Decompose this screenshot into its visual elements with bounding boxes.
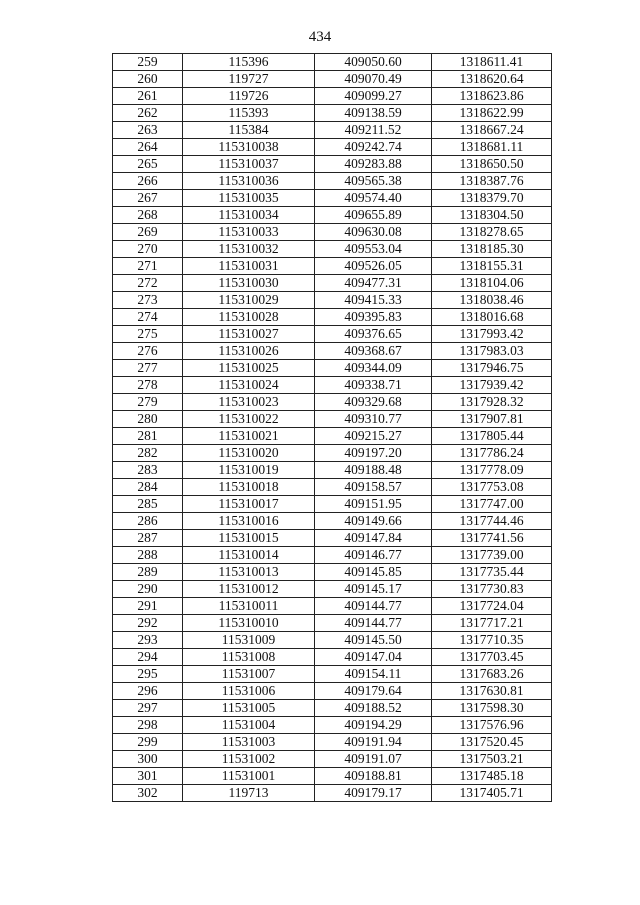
table-row (113, 156, 552, 173)
table-row (113, 309, 552, 326)
point-id-cell: 115310033 (183, 224, 315, 241)
table-row (113, 666, 552, 683)
point-id-cell: 115310019 (183, 462, 315, 479)
point-id-cell: 115393 (183, 105, 315, 122)
table-row (113, 377, 552, 394)
row-index-cell: 283 (113, 462, 183, 479)
y-coordinate-cell: 1318185.30 (432, 241, 552, 258)
row-index-cell: 297 (113, 700, 183, 717)
x-coordinate-cell: 409145.50 (315, 632, 432, 649)
x-coordinate-cell: 409050.60 (315, 54, 432, 71)
point-id-cell: 11531002 (183, 751, 315, 768)
row-index-cell: 266 (113, 173, 183, 190)
y-coordinate-cell: 1318620.64 (432, 71, 552, 88)
row-index-cell: 264 (113, 139, 183, 156)
point-id-cell: 115310020 (183, 445, 315, 462)
x-coordinate-cell: 409215.27 (315, 428, 432, 445)
table-row (113, 445, 552, 462)
table-row (113, 649, 552, 666)
y-coordinate-cell: 1318155.31 (432, 258, 552, 275)
y-coordinate-cell: 1318622.99 (432, 105, 552, 122)
point-id-cell: 115310023 (183, 394, 315, 411)
point-id-cell: 115310036 (183, 173, 315, 190)
point-id-cell: 115310034 (183, 207, 315, 224)
x-coordinate-cell: 409188.48 (315, 462, 432, 479)
y-coordinate-cell: 1317739.00 (432, 547, 552, 564)
x-coordinate-cell: 409194.29 (315, 717, 432, 734)
point-id-cell: 11531003 (183, 734, 315, 751)
point-id-cell: 119727 (183, 71, 315, 88)
table-row (113, 292, 552, 309)
table-row (113, 360, 552, 377)
table-row (113, 105, 552, 122)
row-index-cell: 272 (113, 275, 183, 292)
x-coordinate-cell: 409211.52 (315, 122, 432, 139)
table-row (113, 751, 552, 768)
table-row (113, 700, 552, 717)
row-index-cell: 268 (113, 207, 183, 224)
point-id-cell: 11531006 (183, 683, 315, 700)
table-row (113, 190, 552, 207)
point-id-cell: 115310012 (183, 581, 315, 598)
x-coordinate-cell: 409179.17 (315, 785, 432, 802)
x-coordinate-cell: 409415.33 (315, 292, 432, 309)
x-coordinate-cell: 409344.09 (315, 360, 432, 377)
table-row (113, 54, 552, 71)
table-row (113, 615, 552, 632)
table-row (113, 173, 552, 190)
y-coordinate-cell: 1317741.56 (432, 530, 552, 547)
point-id-cell: 11531007 (183, 666, 315, 683)
row-index-cell: 296 (113, 683, 183, 700)
x-coordinate-cell: 409151.95 (315, 496, 432, 513)
y-coordinate-cell: 1317710.35 (432, 632, 552, 649)
y-coordinate-cell: 1318667.24 (432, 122, 552, 139)
y-coordinate-cell: 1318623.86 (432, 88, 552, 105)
point-id-cell: 115384 (183, 122, 315, 139)
x-coordinate-cell: 409145.17 (315, 581, 432, 598)
x-coordinate-cell: 409188.52 (315, 700, 432, 717)
table-row (113, 88, 552, 105)
row-index-cell: 259 (113, 54, 183, 71)
point-id-cell: 115310025 (183, 360, 315, 377)
point-id-cell: 115310030 (183, 275, 315, 292)
y-coordinate-cell: 1317907.81 (432, 411, 552, 428)
y-coordinate-cell: 1317735.44 (432, 564, 552, 581)
y-coordinate-cell: 1317485.18 (432, 768, 552, 785)
y-coordinate-cell: 1318387.76 (432, 173, 552, 190)
table-row (113, 207, 552, 224)
y-coordinate-cell: 1318016.68 (432, 309, 552, 326)
row-index-cell: 301 (113, 768, 183, 785)
row-index-cell: 265 (113, 156, 183, 173)
y-coordinate-cell: 1317598.30 (432, 700, 552, 717)
y-coordinate-cell: 1317928.32 (432, 394, 552, 411)
x-coordinate-cell: 409147.84 (315, 530, 432, 547)
x-coordinate-cell: 409144.77 (315, 615, 432, 632)
row-index-cell: 299 (113, 734, 183, 751)
point-id-cell: 115310028 (183, 309, 315, 326)
y-coordinate-cell: 1318278.65 (432, 224, 552, 241)
y-coordinate-cell: 1317983.03 (432, 343, 552, 360)
x-coordinate-cell: 409158.57 (315, 479, 432, 496)
row-index-cell: 263 (113, 122, 183, 139)
row-index-cell: 290 (113, 581, 183, 598)
row-index-cell: 260 (113, 71, 183, 88)
point-id-cell: 115310016 (183, 513, 315, 530)
table-row (113, 530, 552, 547)
x-coordinate-cell: 409188.81 (315, 768, 432, 785)
x-coordinate-cell: 409144.77 (315, 598, 432, 615)
x-coordinate-cell: 409283.88 (315, 156, 432, 173)
row-index-cell: 281 (113, 428, 183, 445)
y-coordinate-cell: 1318681.11 (432, 139, 552, 156)
x-coordinate-cell: 409138.59 (315, 105, 432, 122)
y-coordinate-cell: 1317786.24 (432, 445, 552, 462)
row-index-cell: 280 (113, 411, 183, 428)
table-row (113, 768, 552, 785)
table-row (113, 428, 552, 445)
y-coordinate-cell: 1317753.08 (432, 479, 552, 496)
row-index-cell: 285 (113, 496, 183, 513)
x-coordinate-cell: 409368.67 (315, 343, 432, 360)
table-row (113, 598, 552, 615)
table-row (113, 343, 552, 360)
x-coordinate-cell: 409099.27 (315, 88, 432, 105)
point-id-cell: 115310013 (183, 564, 315, 581)
row-index-cell: 289 (113, 564, 183, 581)
y-coordinate-cell: 1318038.46 (432, 292, 552, 309)
x-coordinate-cell: 409146.77 (315, 547, 432, 564)
x-coordinate-cell: 409630.08 (315, 224, 432, 241)
y-coordinate-cell: 1318650.50 (432, 156, 552, 173)
point-id-cell: 115310010 (183, 615, 315, 632)
y-coordinate-cell: 1317630.81 (432, 683, 552, 700)
table-row (113, 564, 552, 581)
x-coordinate-cell: 409242.74 (315, 139, 432, 156)
point-id-cell: 115310015 (183, 530, 315, 547)
x-coordinate-cell: 409553.04 (315, 241, 432, 258)
row-index-cell: 275 (113, 326, 183, 343)
y-coordinate-cell: 1317405.71 (432, 785, 552, 802)
page-number: 434 (308, 29, 332, 45)
y-coordinate-cell: 1317703.45 (432, 649, 552, 666)
y-coordinate-cell: 1318104.06 (432, 275, 552, 292)
y-coordinate-cell: 1317744.46 (432, 513, 552, 530)
x-coordinate-cell: 409145.85 (315, 564, 432, 581)
row-index-cell: 294 (113, 649, 183, 666)
x-coordinate-cell: 409574.40 (315, 190, 432, 207)
point-id-cell: 11531008 (183, 649, 315, 666)
row-index-cell: 276 (113, 343, 183, 360)
row-index-cell: 300 (113, 751, 183, 768)
point-id-cell: 115396 (183, 54, 315, 71)
point-id-cell: 11531001 (183, 768, 315, 785)
table-row (113, 258, 552, 275)
row-index-cell: 270 (113, 241, 183, 258)
table-row (113, 632, 552, 649)
row-index-cell: 277 (113, 360, 183, 377)
table-row (113, 394, 552, 411)
y-coordinate-cell: 1317730.83 (432, 581, 552, 598)
point-id-cell: 115310031 (183, 258, 315, 275)
point-id-cell: 115310018 (183, 479, 315, 496)
y-coordinate-cell: 1317993.42 (432, 326, 552, 343)
row-index-cell: 284 (113, 479, 183, 496)
x-coordinate-cell: 409154.11 (315, 666, 432, 683)
table-row (113, 734, 552, 751)
y-coordinate-cell: 1318304.50 (432, 207, 552, 224)
y-coordinate-cell: 1317939.42 (432, 377, 552, 394)
row-index-cell: 295 (113, 666, 183, 683)
row-index-cell: 271 (113, 258, 183, 275)
point-id-cell: 115310014 (183, 547, 315, 564)
y-coordinate-cell: 1317717.21 (432, 615, 552, 632)
table-row (113, 479, 552, 496)
table-row (113, 496, 552, 513)
point-id-cell: 115310027 (183, 326, 315, 343)
row-index-cell: 286 (113, 513, 183, 530)
row-index-cell: 269 (113, 224, 183, 241)
y-coordinate-cell: 1317520.45 (432, 734, 552, 751)
x-coordinate-cell: 409191.07 (315, 751, 432, 768)
table-body (113, 54, 552, 802)
table-row (113, 717, 552, 734)
row-index-cell: 298 (113, 717, 183, 734)
y-coordinate-cell: 1317946.75 (432, 360, 552, 377)
x-coordinate-cell: 409565.38 (315, 173, 432, 190)
table-row (113, 326, 552, 343)
point-id-cell: 115310037 (183, 156, 315, 173)
x-coordinate-cell: 409329.68 (315, 394, 432, 411)
x-coordinate-cell: 409655.89 (315, 207, 432, 224)
point-id-cell: 11531004 (183, 717, 315, 734)
point-id-cell: 119726 (183, 88, 315, 105)
row-index-cell: 288 (113, 547, 183, 564)
point-id-cell: 115310017 (183, 496, 315, 513)
row-index-cell: 278 (113, 377, 183, 394)
row-index-cell: 261 (113, 88, 183, 105)
y-coordinate-cell: 1317683.26 (432, 666, 552, 683)
x-coordinate-cell: 409310.77 (315, 411, 432, 428)
point-id-cell: 115310021 (183, 428, 315, 445)
row-index-cell: 273 (113, 292, 183, 309)
point-id-cell: 115310026 (183, 343, 315, 360)
point-id-cell: 115310024 (183, 377, 315, 394)
x-coordinate-cell: 409197.20 (315, 445, 432, 462)
row-index-cell: 279 (113, 394, 183, 411)
row-index-cell: 262 (113, 105, 183, 122)
y-coordinate-cell: 1317576.96 (432, 717, 552, 734)
point-id-cell: 115310035 (183, 190, 315, 207)
point-id-cell: 115310032 (183, 241, 315, 258)
point-id-cell: 115310038 (183, 139, 315, 156)
x-coordinate-cell: 409376.65 (315, 326, 432, 343)
point-id-cell: 119713 (183, 785, 315, 802)
x-coordinate-cell: 409395.83 (315, 309, 432, 326)
table-row (113, 224, 552, 241)
table-row (113, 547, 552, 564)
table-row (113, 462, 552, 479)
row-index-cell: 287 (113, 530, 183, 547)
point-id-cell: 11531005 (183, 700, 315, 717)
y-coordinate-cell: 1317724.04 (432, 598, 552, 615)
x-coordinate-cell: 409179.64 (315, 683, 432, 700)
table-row (113, 122, 552, 139)
point-id-cell: 11531009 (183, 632, 315, 649)
x-coordinate-cell: 409477.31 (315, 275, 432, 292)
table-row (113, 785, 552, 802)
y-coordinate-cell: 1317747.00 (432, 496, 552, 513)
x-coordinate-cell: 409526.05 (315, 258, 432, 275)
y-coordinate-cell: 1317805.44 (432, 428, 552, 445)
table-row (113, 683, 552, 700)
table-row (113, 71, 552, 88)
x-coordinate-cell: 409070.49 (315, 71, 432, 88)
row-index-cell: 282 (113, 445, 183, 462)
x-coordinate-cell: 409149.66 (315, 513, 432, 530)
row-index-cell: 267 (113, 190, 183, 207)
y-coordinate-cell: 1318379.70 (432, 190, 552, 207)
table-row (113, 411, 552, 428)
row-index-cell: 291 (113, 598, 183, 615)
row-index-cell: 292 (113, 615, 183, 632)
coordinates-table (112, 53, 552, 802)
point-id-cell: 115310011 (183, 598, 315, 615)
row-index-cell: 274 (113, 309, 183, 326)
table-row (113, 275, 552, 292)
y-coordinate-cell: 1317503.21 (432, 751, 552, 768)
point-id-cell: 115310022 (183, 411, 315, 428)
row-index-cell: 302 (113, 785, 183, 802)
table-row (113, 139, 552, 156)
x-coordinate-cell: 409147.04 (315, 649, 432, 666)
point-id-cell: 115310029 (183, 292, 315, 309)
x-coordinate-cell: 409338.71 (315, 377, 432, 394)
row-index-cell: 293 (113, 632, 183, 649)
table-row (113, 241, 552, 258)
table-row (113, 513, 552, 530)
y-coordinate-cell: 1317778.09 (432, 462, 552, 479)
table-row (113, 581, 552, 598)
y-coordinate-cell: 1318611.41 (432, 54, 552, 71)
x-coordinate-cell: 409191.94 (315, 734, 432, 751)
